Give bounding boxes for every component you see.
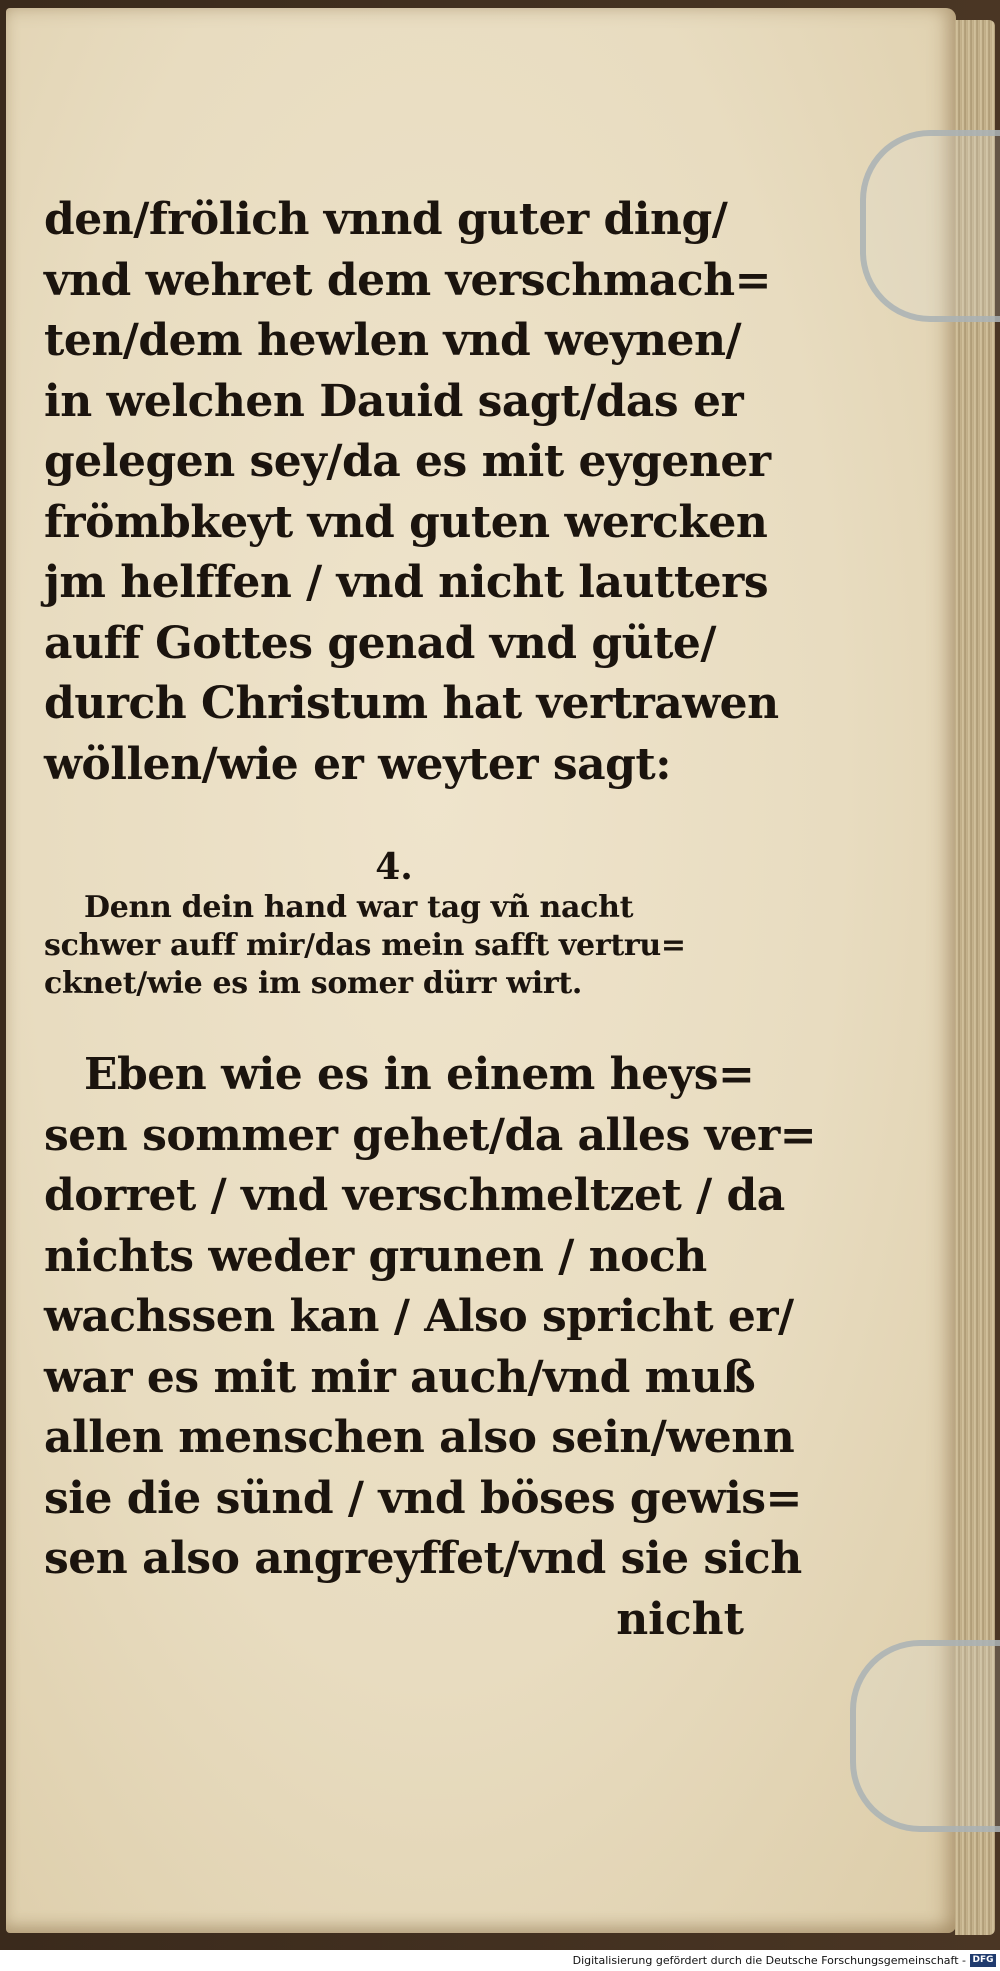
page-clip-top <box>860 130 1000 322</box>
body-line: wachssen kan / Also spricht er/ <box>44 1291 794 1342</box>
paragraph-gap <box>44 1003 764 1045</box>
catchword: nicht <box>616 1593 744 1645</box>
text-line: vnd wehret dem verschmach= <box>44 254 771 306</box>
body-line: war es mit mir auch/vnd muß <box>44 1351 756 1403</box>
body-line: dorret / vnd verschmeltzet / da <box>44 1170 785 1221</box>
page-clip-bottom <box>850 1640 1000 1832</box>
footer-credit: Digitalisierung gefördert durch die Deutsche Forschungsgemeinschaft - <box>572 1954 966 1967</box>
verse-line: schwer auff mir/das mein safft vertru= <box>44 928 686 963</box>
verse-line: cknet/wie es im somer dürr wirt. <box>44 966 583 1001</box>
body-line: Eben wie es in einem heys= <box>84 1049 755 1100</box>
page-text <box>44 190 817 1650</box>
text-line: wöllen/wie er weyter sagt: <box>44 738 671 790</box>
verse-line: Denn dein hand war tag vñ nacht <box>84 890 634 925</box>
text-line: jm helffen / vnd nicht lautters <box>44 557 769 608</box>
body-line: sen also angreyffet/vnd sie sich <box>44 1533 802 1584</box>
body-line: allen menschen also sein/wenn <box>44 1412 795 1463</box>
dfg-logo: DFG <box>970 1954 996 1967</box>
footer-bar <box>0 1950 1000 1971</box>
text-line: ten/dem hewlen vnd weynen/ <box>44 315 742 366</box>
text-line: den/frölich vnnd guter ding/ <box>44 194 728 245</box>
verse-number: 4. <box>375 846 413 888</box>
text-line: in welchen Dauid sagt/das er <box>44 375 744 427</box>
text-line: gelegen sey/da es mit eygener <box>44 436 771 487</box>
body-line: sie die sünd / vnd böses gewis= <box>44 1472 802 1524</box>
body-line: sen sommer gehet/da alles ver= <box>44 1109 817 1161</box>
text-line: auff Gottes genad vnd güte/ <box>44 617 716 669</box>
text-line: frömbkeyt vnd guten wercken <box>44 496 768 548</box>
body-line: nichts weder grunen / noch <box>44 1230 707 1282</box>
text-line: durch Christum hat vertrawen <box>44 678 779 729</box>
